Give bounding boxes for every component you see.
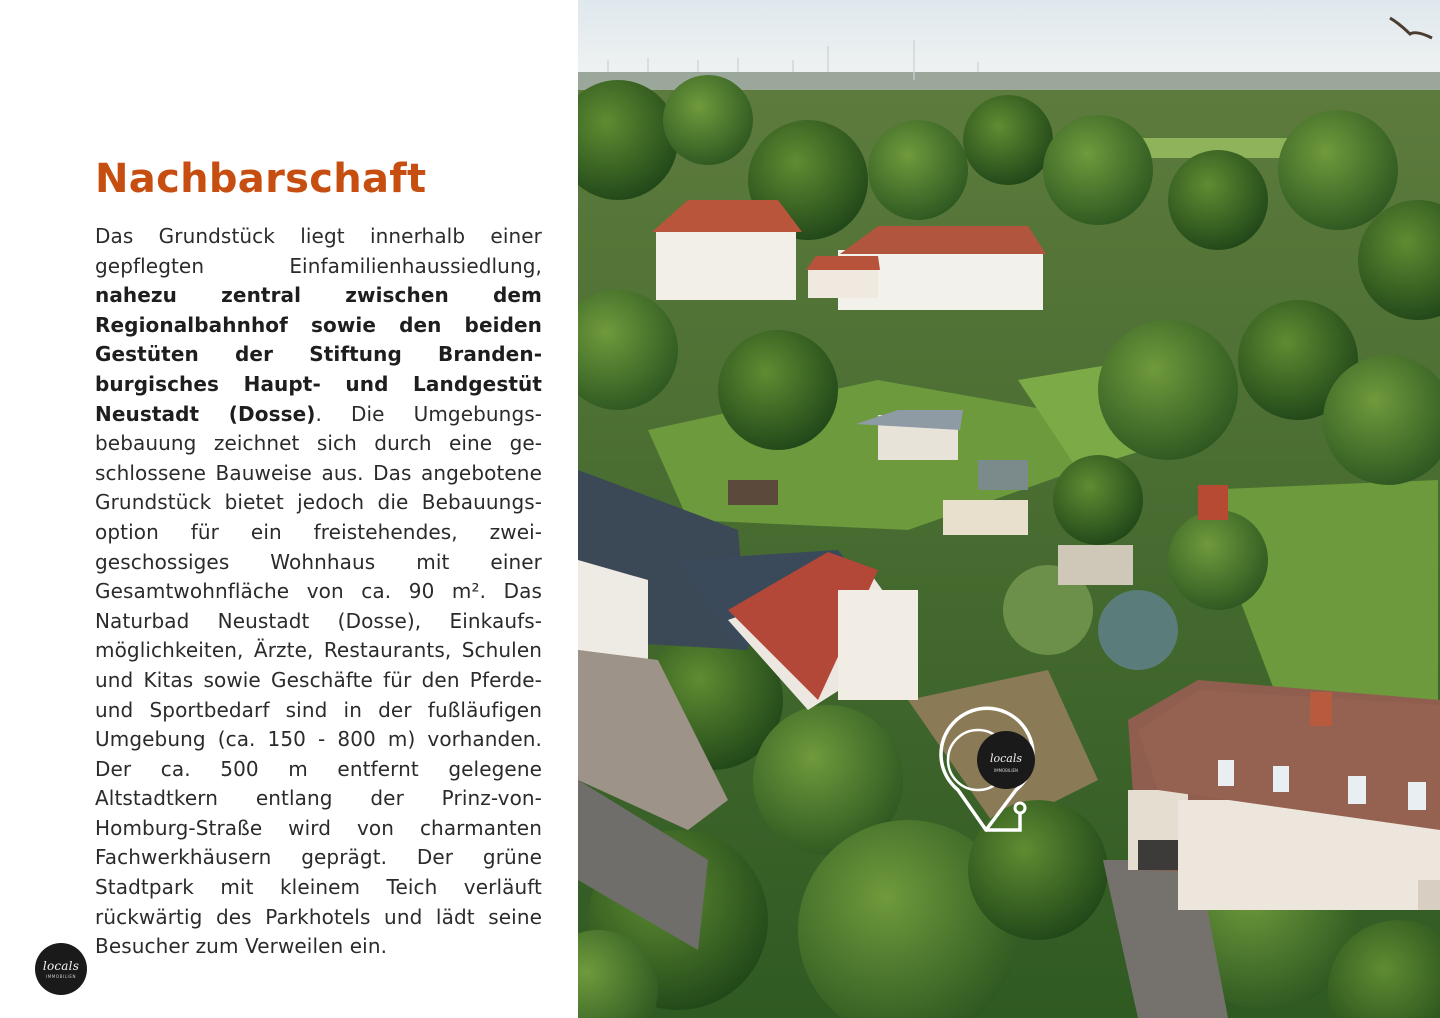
aerial-photo xyxy=(578,0,1440,1018)
section-title: Nachbarschaft xyxy=(95,156,427,202)
pin-logo-sub-text: IMMOBILIEN xyxy=(993,768,1019,773)
body-text-bold: nahezu zentral zwischen dem Regionalbahnhof sowie den beiden Gestüten der Stiftung Brandenburgisches Haupt- und Landgestüt Neustadt (Dosse) xyxy=(95,283,542,426)
body-text-rest: . Die Umgebungsbebauung zeichnet sich durch eine geschlossene Bauweise aus. Das angebotene Grundstück bietet jedoch die Bebauungsoption für ein freistehendes, zweigeschossiges Wohnhaus mit einer Gesamtwohnfläche von ca. 90 m². Das Naturbad Neustadt (Dosse), Einkaufsmöglichkeiten, Ärzte, Restaurants, Schulen und Kitas sowie Geschäfte für den Pferde- und Sportbedarf sind in der fußläufigen Umgebung (ca. 150 - 800 m) vorhanden. Der ca. 500 m entfernt gelegene Altstadtkern entlang der Prinz-von-Homburg-Straße wird von charmanten Fachwerkhäusern geprägt. Der grüne Stadtpark mit kleinem Teich verläuft rückwärtig des Parkhotels und lädt seine Besucher zum Verweilen ein. xyxy=(95,401,542,959)
section-body xyxy=(95,222,542,962)
aerial-photo-illustration xyxy=(578,0,1440,1018)
body-text-intro: Das Grundstück liegt innerhalb einer gepflegten Einfamilienhaussiedlung, xyxy=(95,224,542,278)
logo-sub-text: IMMOBILIEN xyxy=(45,973,77,979)
logo-script-text: locals xyxy=(42,958,80,973)
text-panel xyxy=(0,0,578,1018)
pin-logo-text: locals xyxy=(989,752,1023,765)
locals-logo xyxy=(35,943,87,995)
